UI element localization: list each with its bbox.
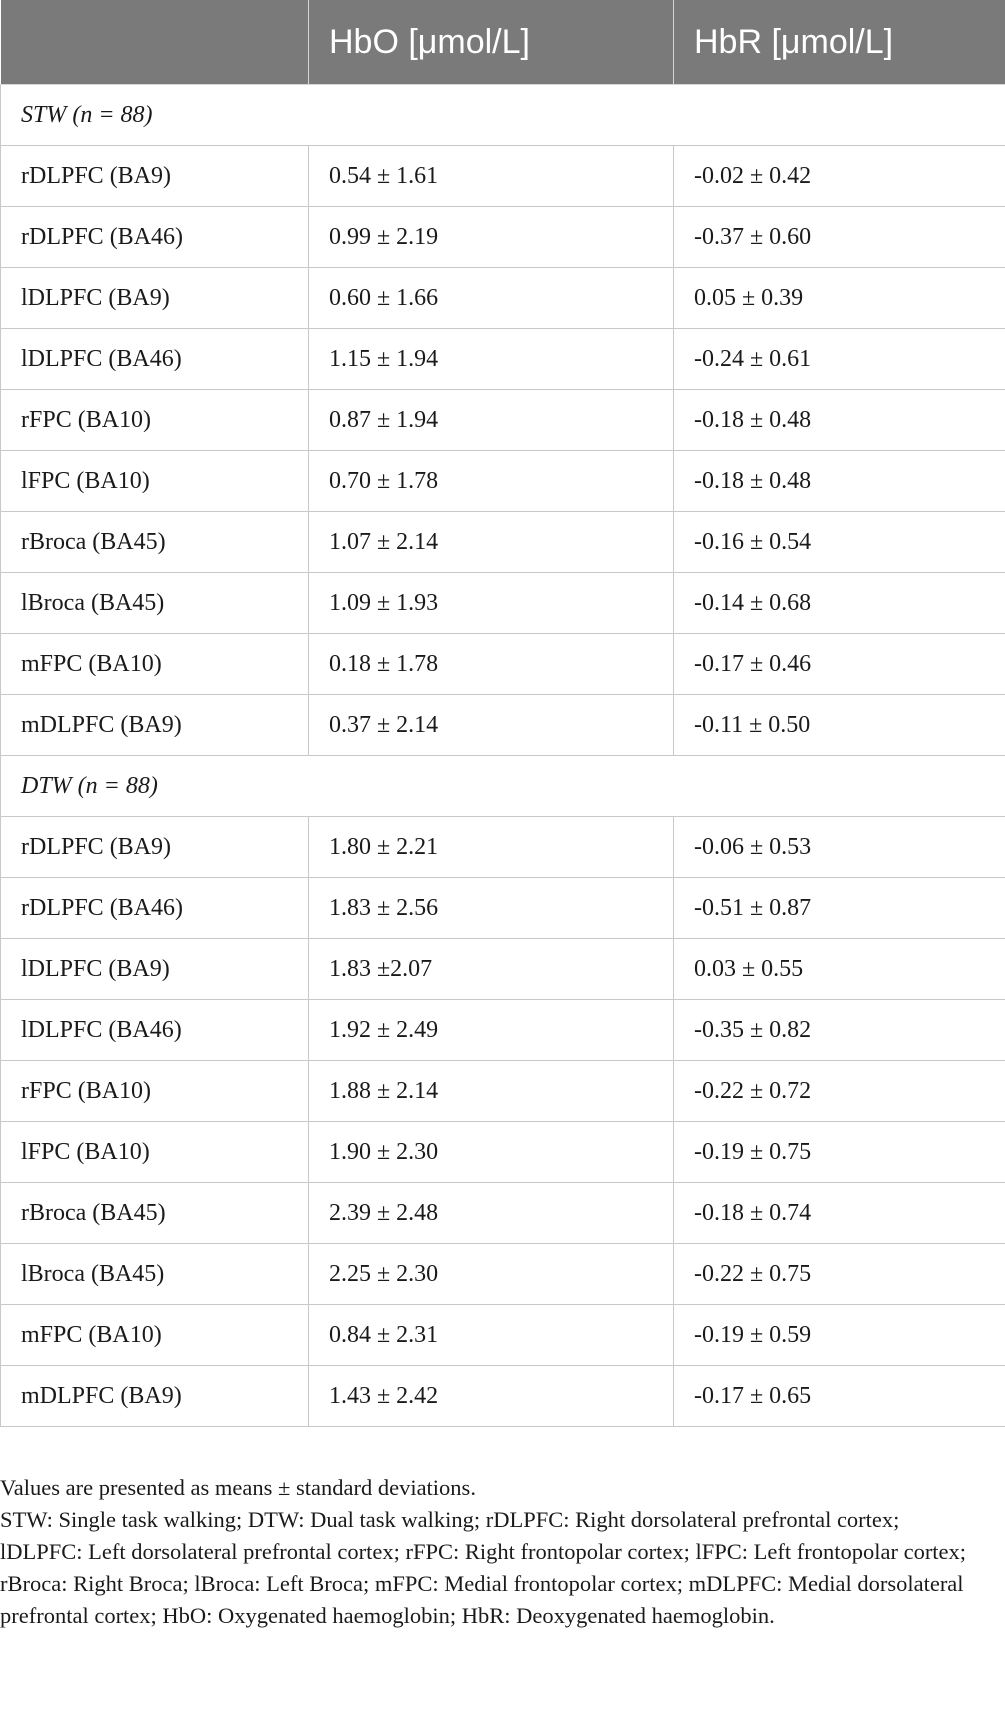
cell-region: rDLPFC (BA9): [1, 817, 309, 878]
group-label: STW (n = 88): [1, 85, 1005, 146]
cell-hbo: 1.92 ± 2.49: [309, 1000, 674, 1061]
cell-region: mFPC (BA10): [1, 1305, 309, 1366]
cell-region: mFPC (BA10): [1, 634, 309, 695]
group-label: DTW (n = 88): [1, 756, 1005, 817]
cell-region: lBroca (BA45): [1, 573, 309, 634]
table-row: [1, 573, 1005, 634]
cell-hbr: -0.17 ± 0.46: [674, 634, 1005, 695]
cell-hbo: 1.09 ± 1.93: [309, 573, 674, 634]
cell-hbo: 1.07 ± 2.14: [309, 512, 674, 573]
cell-hbo: 1.90 ± 2.30: [309, 1122, 674, 1183]
cell-region: lDLPFC (BA9): [1, 268, 309, 329]
cell-hbo: 0.18 ± 1.78: [309, 634, 674, 695]
cell-hbo: 0.84 ± 2.31: [309, 1305, 674, 1366]
header-row: [1, 0, 1005, 85]
cell-region: rDLPFC (BA9): [1, 146, 309, 207]
cell-hbo: 1.83 ±2.07: [309, 939, 674, 1000]
cell-hbr: -0.17 ± 0.65: [674, 1366, 1005, 1427]
table-row: [1, 1305, 1005, 1366]
table-row: [1, 329, 1005, 390]
cell-region: lDLPFC (BA9): [1, 939, 309, 1000]
table-header: [1, 0, 1005, 85]
table-footnotes: [0, 1472, 985, 1632]
cell-region: mDLPFC (BA9): [1, 1366, 309, 1427]
table-row: [1, 634, 1005, 695]
cell-region: lFPC (BA10): [1, 1122, 309, 1183]
cell-region: rBroca (BA45): [1, 512, 309, 573]
cell-hbr: -0.11 ± 0.50: [674, 695, 1005, 756]
cell-hbr: 0.05 ± 0.39: [674, 268, 1005, 329]
cell-hbr: -0.14 ± 0.68: [674, 573, 1005, 634]
cell-hbo: 0.37 ± 2.14: [309, 695, 674, 756]
cell-hbo: 0.99 ± 2.19: [309, 207, 674, 268]
table-row: [1, 695, 1005, 756]
cell-region: rBroca (BA45): [1, 1183, 309, 1244]
cell-hbr: -0.18 ± 0.48: [674, 390, 1005, 451]
cell-region: lDLPFC (BA46): [1, 1000, 309, 1061]
cell-hbr: -0.19 ± 0.75: [674, 1122, 1005, 1183]
cell-hbo: 1.43 ± 2.42: [309, 1366, 674, 1427]
table-row: [1, 451, 1005, 512]
cell-hbr: -0.18 ± 0.74: [674, 1183, 1005, 1244]
table-row: [1, 512, 1005, 573]
cell-hbr: -0.19 ± 0.59: [674, 1305, 1005, 1366]
table-row: [1, 1000, 1005, 1061]
header-region: [1, 0, 309, 85]
cell-hbr: -0.37 ± 0.60: [674, 207, 1005, 268]
table-row: [1, 939, 1005, 1000]
table-row: [1, 1122, 1005, 1183]
cell-hbo: 0.87 ± 1.94: [309, 390, 674, 451]
cell-hbr: -0.22 ± 0.75: [674, 1244, 1005, 1305]
cell-hbo: 1.88 ± 2.14: [309, 1061, 674, 1122]
table-body: [1, 85, 1005, 1427]
cell-hbr: -0.18 ± 0.48: [674, 451, 1005, 512]
table-row: [1, 268, 1005, 329]
cell-region: mDLPFC (BA9): [1, 695, 309, 756]
cell-hbo: 0.70 ± 1.78: [309, 451, 674, 512]
cell-hbo: 1.80 ± 2.21: [309, 817, 674, 878]
cell-region: rDLPFC (BA46): [1, 878, 309, 939]
cell-hbo: 2.25 ± 2.30: [309, 1244, 674, 1305]
cell-hbr: -0.16 ± 0.54: [674, 512, 1005, 573]
table-row: [1, 1061, 1005, 1122]
cell-region: lDLPFC (BA46): [1, 329, 309, 390]
cell-hbr: -0.51 ± 0.87: [674, 878, 1005, 939]
group-header-row: [1, 756, 1005, 817]
header-hbr: HbR [μmol/L]: [674, 0, 1005, 85]
cell-hbr: -0.06 ± 0.53: [674, 817, 1005, 878]
cell-hbr: -0.02 ± 0.42: [674, 146, 1005, 207]
cell-hbo: 1.83 ± 2.56: [309, 878, 674, 939]
footnote-values: Values are presented as means ± standard deviations.: [0, 1475, 476, 1500]
group-header-row: [1, 85, 1005, 146]
table-row: [1, 1244, 1005, 1305]
table-row: [1, 817, 1005, 878]
cell-hbr: -0.22 ± 0.72: [674, 1061, 1005, 1122]
cell-hbr: -0.24 ± 0.61: [674, 329, 1005, 390]
cell-hbr: -0.35 ± 0.82: [674, 1000, 1005, 1061]
header-hbo: HbO [μmol/L]: [309, 0, 674, 85]
table-row: [1, 390, 1005, 451]
cell-hbo: 0.60 ± 1.66: [309, 268, 674, 329]
cell-region: lFPC (BA10): [1, 451, 309, 512]
cell-region: rFPC (BA10): [1, 1061, 309, 1122]
table-row: [1, 207, 1005, 268]
cell-hbr: 0.03 ± 0.55: [674, 939, 1005, 1000]
table-row: [1, 146, 1005, 207]
cell-hbo: 1.15 ± 1.94: [309, 329, 674, 390]
cell-region: rDLPFC (BA46): [1, 207, 309, 268]
footnote-abbreviations: STW: Single task walking; DTW: Dual task walking; rDLPFC: Right dorsolateral prefrontal cortex; lDLPFC: Left dorsolateral prefrontal cortex; rFPC: Right frontopolar cortex; lFPC: Left frontopolar cortex; rBroca: Right Broca; lBroca: Left Broca; mFPC: Medial frontopolar cortex; mDLPFC: Medial dorsolateral prefrontal cortex; HbO: Oxygenated haemoglobin; HbR: Deoxygenated haemoglobin.: [0, 1507, 967, 1628]
cell-region: lBroca (BA45): [1, 1244, 309, 1305]
table-row: [1, 878, 1005, 939]
table-row: [1, 1366, 1005, 1427]
table-row: [1, 1183, 1005, 1244]
cell-hbo: 2.39 ± 2.48: [309, 1183, 674, 1244]
cell-hbo: 0.54 ± 1.61: [309, 146, 674, 207]
cell-region: rFPC (BA10): [1, 390, 309, 451]
